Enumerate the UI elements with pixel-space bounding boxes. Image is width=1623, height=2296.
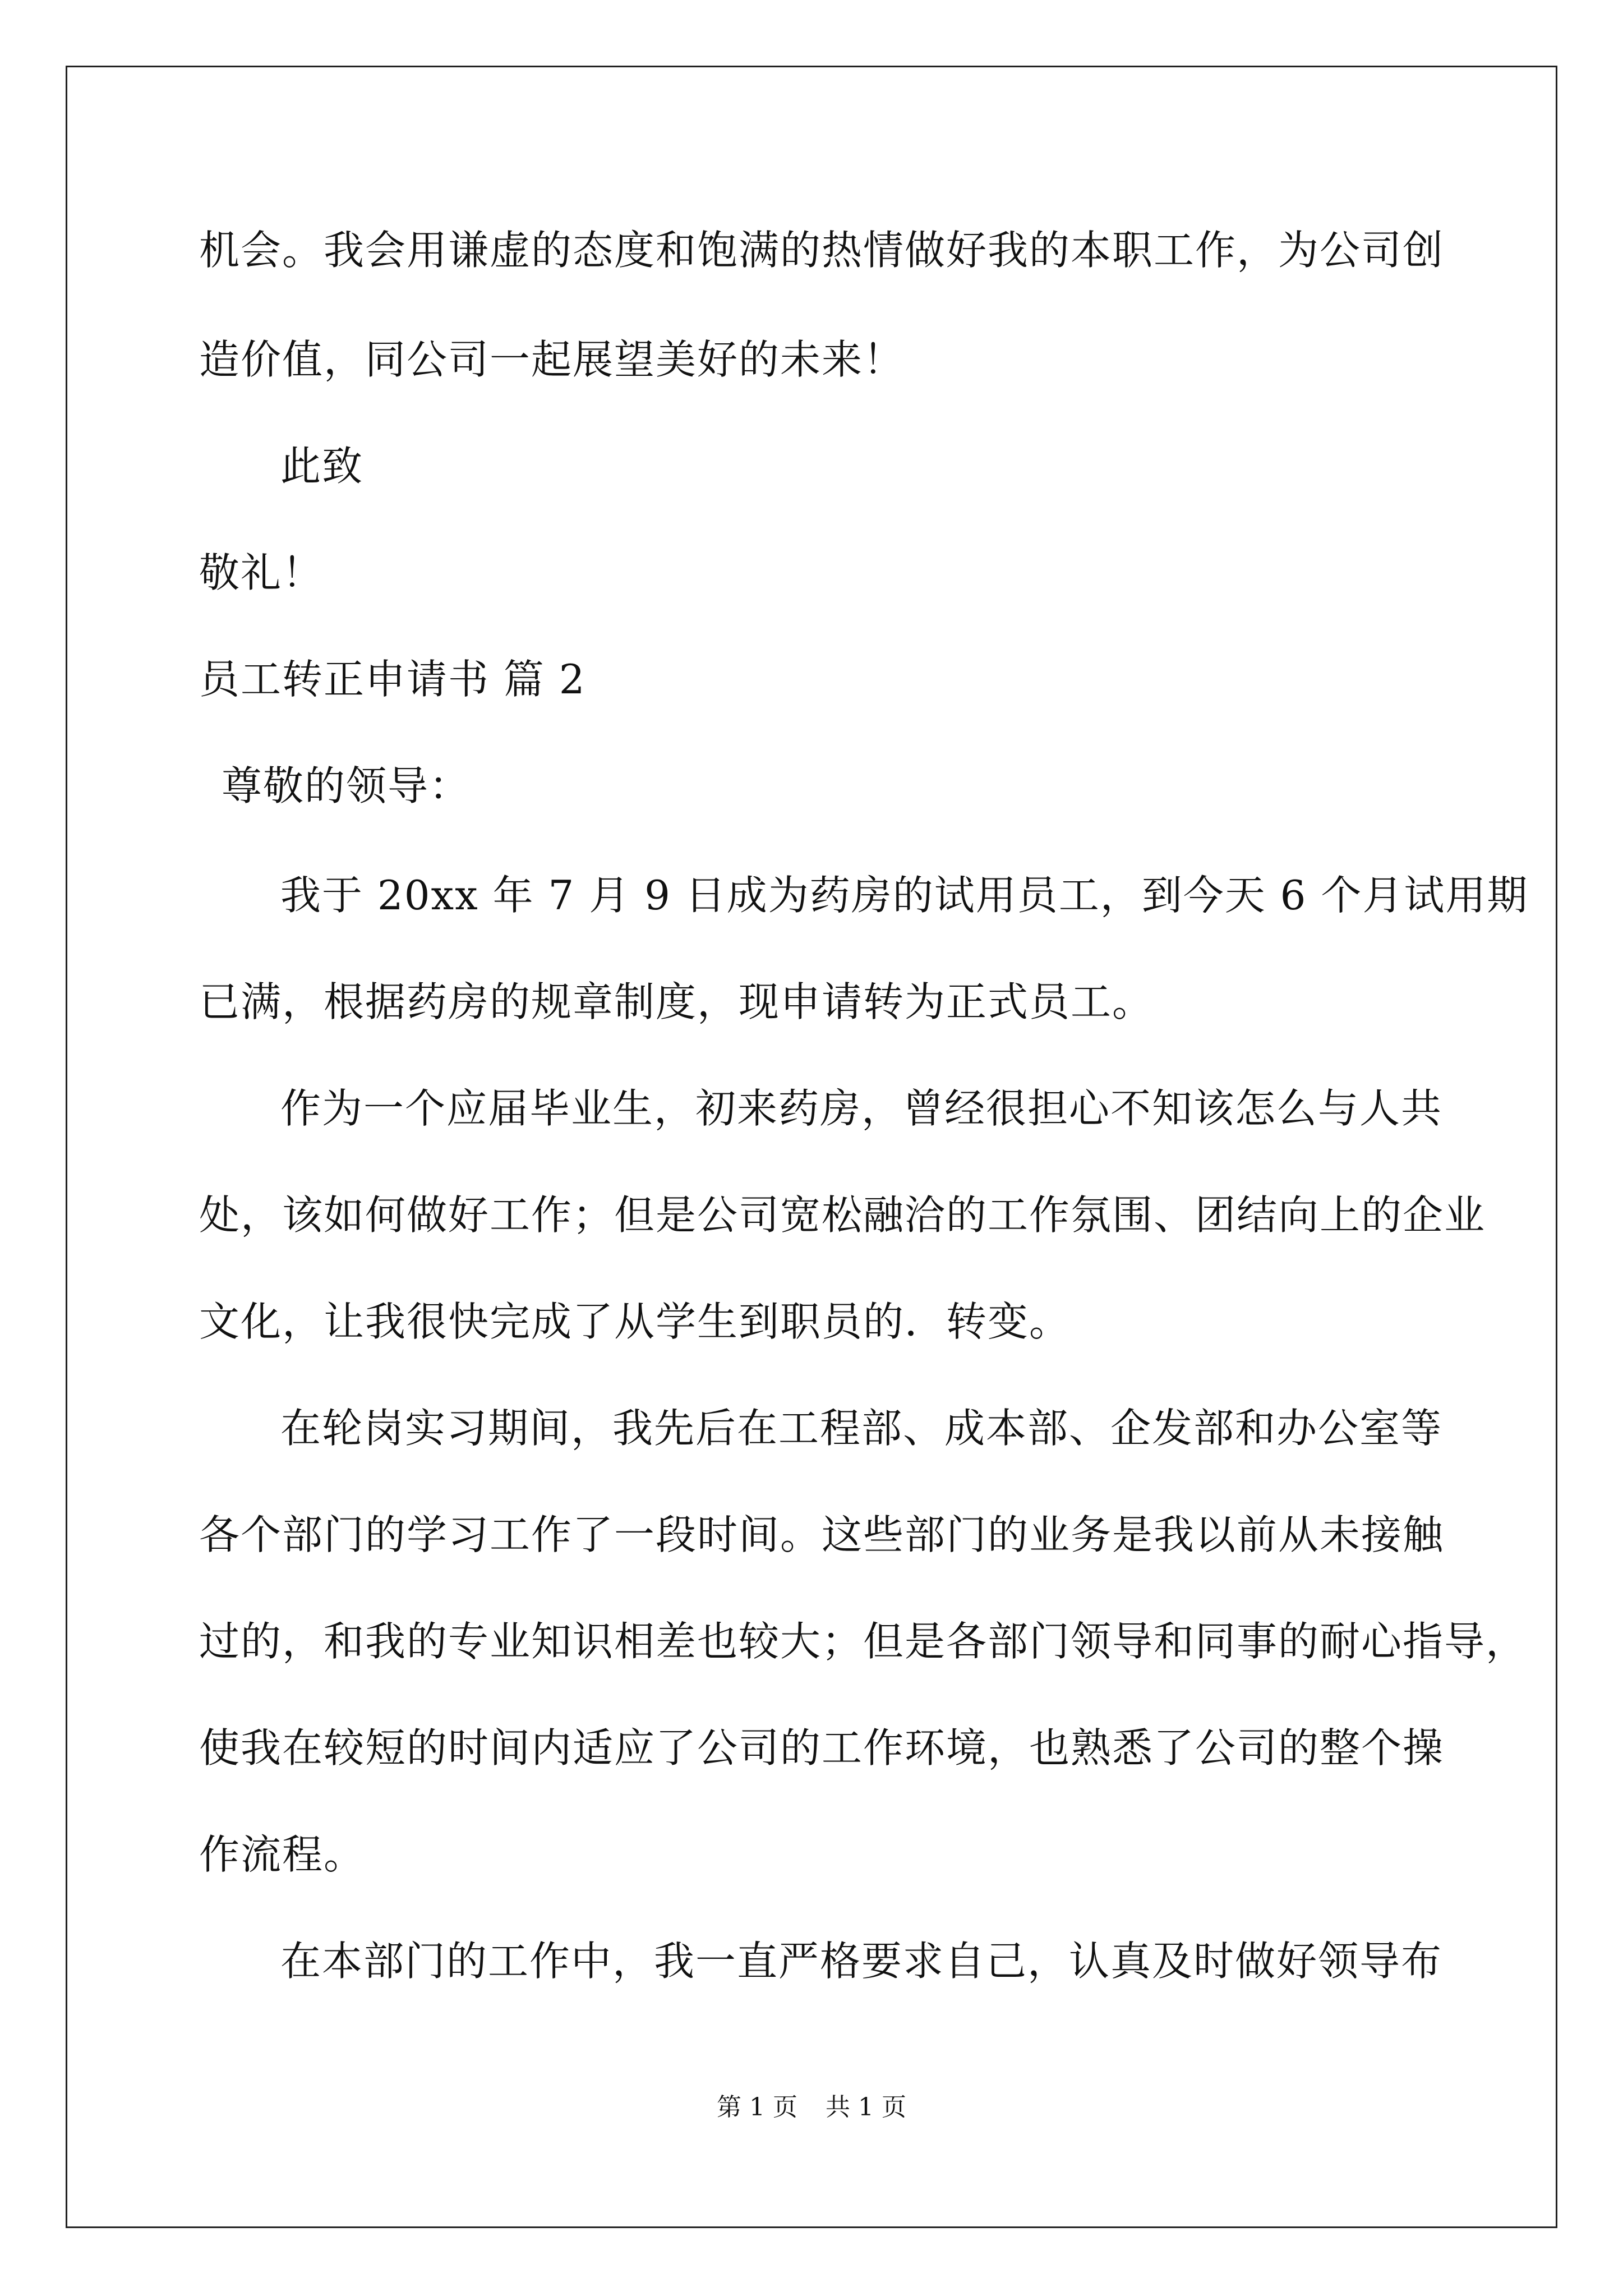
body-text-line: 使我在较短的时间内适应了公司的工作环境，也熟悉了公司的整个操 — [199, 1724, 1445, 1772]
page-footer — [0, 2095, 1623, 2120]
section-heading: 员工转正申请书 篇 2 — [199, 656, 586, 703]
body-text-line: 造价值，同公司一起展望美好的未来！ — [199, 336, 905, 383]
body-text-line: 过的，和我的专业知识相差也较大；但是各部门领导和同事的耐心指导， — [199, 1618, 1528, 1665]
closing-phrase: 此致 — [280, 443, 364, 490]
body-text-line: 机会。我会用谦虚的态度和饱满的热情做好我的本职工作，为公司创 — [199, 227, 1445, 274]
body-text-line: 在轮岗实习期间，我先后在工程部、成本部、企发部和办公室等 — [280, 1405, 1443, 1452]
page-border — [66, 66, 1557, 2228]
body-text-line: 作为一个应届毕业生，初来药房，曾经很担心不知该怎么与人共 — [280, 1085, 1443, 1132]
page-total: 共 1 页 — [826, 2093, 906, 2122]
body-text-line: 我于 20xx 年 7 月 9 日成为药房的试用员工，到今天 6 个月试用期 — [280, 872, 1529, 919]
body-text-line: 已满，根据药房的规章制度，现申请转为正式员工。 — [199, 978, 1154, 1025]
page-number: 第 1 页 — [717, 2093, 797, 2122]
greeting: 尊敬的领导： — [222, 762, 471, 809]
body-text-line: 文化，让我很快完成了从学生到职员的．转变。 — [199, 1298, 1071, 1345]
body-text-line: 作流程。 — [199, 1831, 366, 1878]
body-text-line: 处，该如何做好工作；但是公司宽松融洽的工作氛围、团结向上的企业 — [199, 1191, 1486, 1239]
body-text-line: 各个部门的学习工作了一段时间。这些部门的业务是我以前从未接触 — [199, 1511, 1445, 1558]
closing-salutation: 敬礼！ — [199, 549, 324, 596]
body-text-line: 在本部门的工作中，我一直严格要求自己，认真及时做好领导布 — [280, 1938, 1443, 1985]
